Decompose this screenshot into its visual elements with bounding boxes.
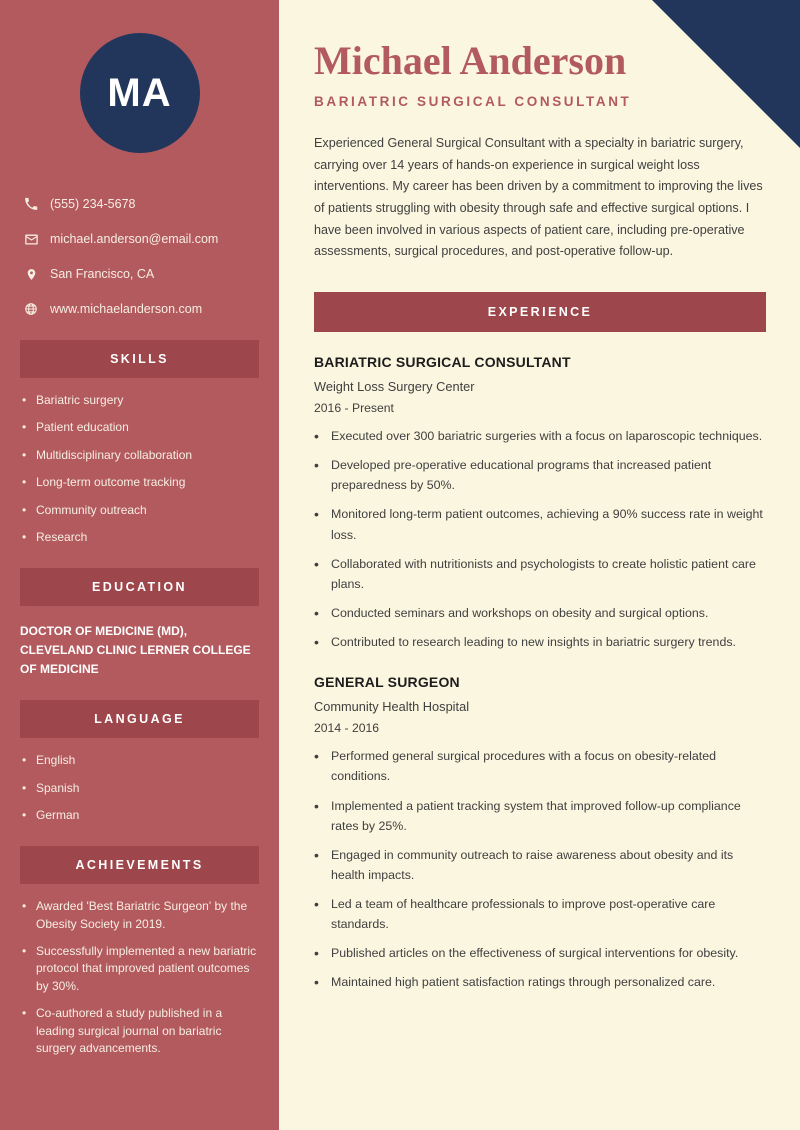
job-points [314, 746, 766, 992]
job-point-text: Maintained high patient satisfaction ratings through personalized care. [331, 975, 716, 990]
main-content [279, 0, 800, 1130]
language-heading: LANGUAGE [20, 700, 259, 738]
job-dates: 2016 - Present [314, 400, 394, 415]
list-item [22, 943, 259, 995]
bullet-icon: • [22, 944, 27, 959]
list-item [314, 554, 766, 594]
list-item [314, 426, 766, 446]
contact-email[interactable] [20, 230, 259, 248]
bullet-icon: • [314, 427, 319, 444]
list-item [314, 632, 766, 652]
list-item [22, 780, 259, 797]
list-item [314, 943, 766, 963]
job-point-text: Executed over 300 bariatric surgeries with a focus on laparoscopic techniques. [331, 428, 763, 443]
skill-text: Research [36, 529, 88, 544]
bullet-icon: • [22, 753, 27, 768]
bullet-icon: • [22, 780, 27, 795]
language-text: Spanish [36, 780, 80, 795]
language-text: German [36, 807, 80, 822]
job-point-text: Engaged in community outreach to raise awareness about obesity and its health impacts. [331, 847, 734, 882]
job-point-text: Led a team of healthcare professionals to improve post-operative care standards. [331, 896, 716, 932]
list-item [22, 529, 259, 546]
job-role: BARIATRIC SURGICAL CONSULTANT [314, 353, 571, 370]
list-item [22, 474, 259, 491]
skills-list [20, 392, 259, 546]
avatar-container [20, 33, 259, 153]
job-point-text: Monitored long-term patient outcomes, achieving a 90% success rate in weight loss. [331, 507, 763, 542]
contact-website[interactable] [20, 300, 259, 318]
language-list [20, 752, 259, 824]
job-dates: 2014 - 2016 [314, 721, 380, 736]
bullet-icon: • [314, 604, 319, 621]
bullet-icon: • [314, 457, 319, 474]
experience-entry [314, 674, 766, 992]
profile-summary: Experienced General Surgical Consultant with a specialty in bariatric surgery, carrying over 14 years of hands-on experience in surgical weight loss interventions. My career has been driven by a commitment to improving the lives of patients struggling with obesity through safe and effective surgical options. I have been involved in various aspects of patient care, including pre-operative assessments, surgical procedures, and post-operative follow-up. [314, 136, 763, 259]
envelope-icon [20, 230, 42, 248]
job-point-text: Implemented a patient tracking system that improved follow-up compliance rates by 25%. [331, 798, 741, 833]
globe-icon [20, 300, 42, 318]
bullet-icon: • [314, 506, 319, 523]
bullet-icon: • [314, 945, 319, 962]
list-item [22, 807, 259, 824]
bullet-icon: • [314, 797, 319, 814]
job-company: Community Health Hospital [314, 699, 470, 715]
list-item [22, 447, 259, 464]
bullet-icon: • [314, 555, 319, 572]
achievement-text: Successfully implemented a new bariatric protocol that improved patient outcomes by 30%. [36, 944, 257, 993]
bullet-icon: • [314, 748, 319, 765]
job-point-text: Published articles on the effectiveness of surgical interventions for obesity. [331, 946, 739, 961]
experience-entry [314, 354, 766, 652]
contact-website-text: www.michaelanderson.com [50, 302, 203, 316]
bullet-icon: • [314, 895, 319, 912]
list-item [22, 392, 259, 409]
list-item [314, 845, 766, 885]
job-company: Weight Loss Surgery Center [314, 378, 475, 394]
contact-phone[interactable] [20, 195, 259, 213]
contact-email-text: michael.anderson@email.com [50, 232, 219, 246]
bullet-icon: • [314, 974, 319, 991]
skill-text: Multidisciplinary collaboration [36, 447, 193, 462]
achievement-text: Co-authored a study published in a leading surgical journal on bariatric surgery advancements. [36, 1006, 223, 1056]
job-point-text: Collaborated with nutritionists and psychologists to create holistic patient care plans. [331, 556, 756, 591]
bullet-icon: • [22, 393, 27, 407]
list-item [314, 972, 766, 992]
avatar: MA [80, 33, 200, 153]
job-role: GENERAL SURGEON [314, 674, 460, 691]
job-point-text: Contributed to research leading to new insights in bariatric surgery trends. [331, 635, 736, 650]
bullet-icon: • [22, 1006, 27, 1021]
contact-location[interactable] [20, 265, 259, 283]
headline-job-title: BARIATRIC SURGICAL CONSULTANT [314, 94, 632, 109]
bullet-icon: • [22, 529, 27, 544]
list-item [314, 796, 766, 836]
job-point-text: Performed general surgical procedures with a focus on obesity-related conditions. [331, 749, 716, 784]
bullet-icon: • [22, 899, 27, 914]
achievement-text: Awarded 'Best Bariatric Surgeon' by the Obesity Society in 2019. [36, 899, 248, 931]
list-item [22, 419, 259, 436]
list-item [22, 502, 259, 519]
skills-heading: SKILLS [20, 340, 259, 378]
list-item [314, 894, 766, 934]
skill-text: Bariatric surgery [36, 393, 124, 407]
list-item [314, 504, 766, 544]
bullet-icon: • [22, 447, 27, 462]
bullet-icon: • [22, 420, 27, 435]
bullet-icon: • [314, 634, 319, 651]
job-points [314, 426, 766, 652]
bullet-icon: • [22, 502, 27, 517]
list-item [22, 1005, 259, 1057]
phone-icon [20, 195, 42, 213]
contact-location-text: San Francisco, CA [50, 267, 155, 281]
page-title: Michael Anderson [314, 38, 627, 83]
language-text: English [36, 753, 76, 768]
bullet-icon: • [22, 807, 27, 822]
education-degree: DOCTOR OF MEDICINE (MD), CLEVELAND CLINIC LERNER COLLEGE OF MEDICINE [20, 624, 251, 676]
contact-list [20, 195, 259, 318]
education-heading: EDUCATION [20, 568, 259, 606]
list-item [22, 898, 259, 933]
achievements-heading: ACHIEVEMENTS [20, 846, 259, 884]
achievements-list [20, 898, 259, 1057]
list-item [314, 746, 766, 786]
bullet-icon: • [22, 475, 27, 490]
list-item [314, 603, 766, 623]
sidebar [0, 0, 279, 1130]
list-item [314, 455, 766, 495]
skill-text: Long-term outcome tracking [36, 475, 186, 490]
bullet-icon: • [314, 846, 319, 863]
job-point-text: Developed pre-operative educational programs that increased patient preparedness by 50%. [331, 458, 712, 493]
contact-phone-text: (555) 234-5678 [50, 197, 136, 211]
location-pin-icon [20, 265, 42, 283]
job-point-text: Conducted seminars and workshops on obesity and surgical options. [331, 605, 709, 620]
skill-text: Community outreach [36, 502, 147, 517]
list-item [22, 752, 259, 769]
skill-text: Patient education [36, 420, 129, 435]
experience-heading: EXPERIENCE [314, 292, 766, 332]
